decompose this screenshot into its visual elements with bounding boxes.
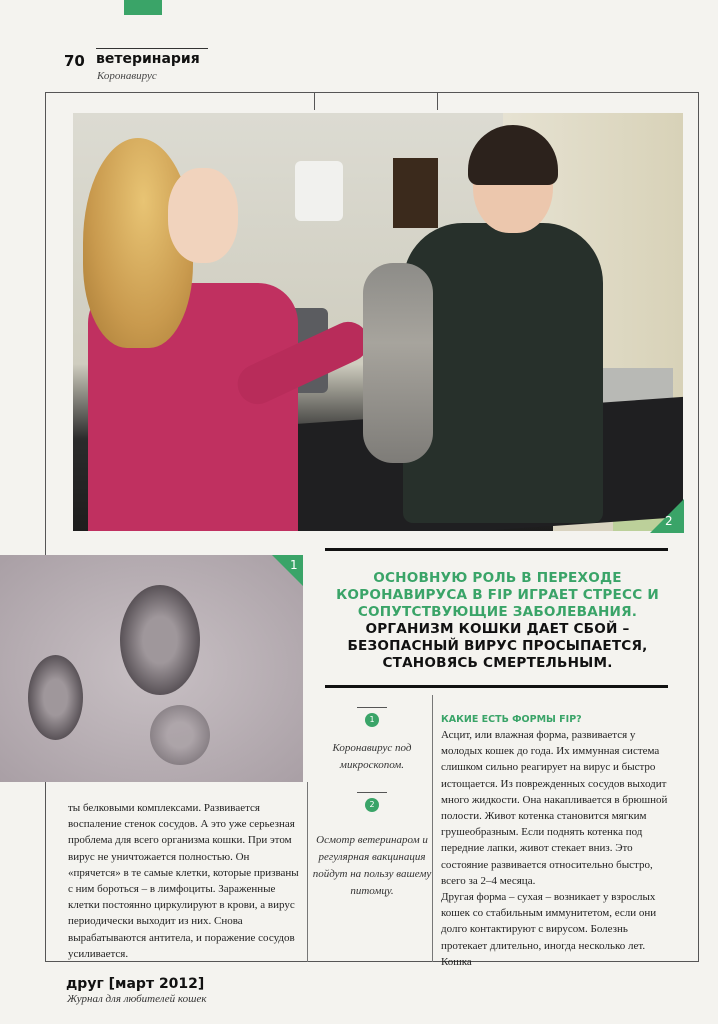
photo-badge-1-number: 1 bbox=[290, 558, 298, 572]
pull-quote bbox=[330, 570, 665, 672]
right-paragraph-2: Другая форма – сухая – возникает у взрослых кошек со стабильным иммунитетом, если они долго контактируют с вирусом. Болезнь протекает длительно, иногда несколько лет. Кошка bbox=[441, 891, 657, 968]
quote-rule-bottom bbox=[325, 685, 668, 688]
section-title: ветеринария bbox=[96, 51, 200, 67]
column-divider bbox=[307, 782, 308, 962]
frame-divider bbox=[314, 92, 315, 110]
pull-quote-dark: ОРГАНИЗМ КОШКИ ДАЕТ СБОЙ – БЕЗОПАСНЫЙ ВИРУС ПРОСЫПАЕТСЯ, СТАНОВЯСЬ СМЕРТЕЛЬНЫМ. bbox=[347, 621, 648, 671]
virus-particle bbox=[150, 705, 210, 765]
subsection-title: Коронавирус bbox=[97, 70, 157, 82]
virus-particle bbox=[120, 585, 200, 695]
caption-rule bbox=[357, 707, 387, 708]
magazine-subtitle: Журнал для любителей кошек bbox=[67, 993, 207, 1005]
column-divider bbox=[432, 695, 433, 962]
section-color-tab bbox=[124, 0, 162, 15]
virus-particle bbox=[28, 655, 83, 740]
photo-cat bbox=[363, 263, 433, 463]
caption-2: Осмотр ветеринаром и регулярная вакцинация пойдут на пользу вашему питомцу. bbox=[312, 834, 432, 897]
caption-number-2: 2 bbox=[365, 798, 379, 812]
caption-rule bbox=[357, 792, 387, 793]
left-paragraph: ты белковыми комплексами. Развивается воспаление стенок сосудов. А это уже серьезная проблема для всего организма кошки. При этом вирус не уничтожается полностью. Он «прячется» в те самые клетки, которые призваны с ним бороться – в лимфоциты. Зараженные клетки постоянно циркулируют в крови, а вирус периодически выходит из них. Снова вырабатываются антитела, и поражение сосудов усиливается. bbox=[68, 802, 299, 960]
right-column-text bbox=[441, 727, 669, 970]
photo-girl-face bbox=[168, 168, 238, 263]
header-rule bbox=[96, 48, 208, 49]
caption-number-1: 1 bbox=[365, 713, 379, 727]
photo-towel-dispenser bbox=[295, 161, 343, 221]
photo-veterinarian bbox=[403, 223, 603, 523]
page-number: 70 bbox=[64, 52, 85, 70]
section-heading: КАКИЕ ЕСТЬ ФОРМЫ FIP? bbox=[441, 714, 582, 725]
left-column-text bbox=[68, 800, 300, 962]
quote-rule-top bbox=[325, 548, 668, 551]
photo-badge-1 bbox=[272, 555, 303, 586]
photo-badge-2-number: 2 bbox=[665, 514, 673, 528]
right-paragraph-1: Асцит, или влажная форма, развивается у молодых кошек до года. Их иммунная система слишком сильно реагирует на вирус и быстро истощается. Из поврежденных сосудов выходит много жидкости. Она накапливается в брюшной полости. Живот котенка становится мягким грушеобразным. Если поднять котенка под передние лапки, живот стекает вниз. Это состояние развивается относительно быстро, всего за 2–4 месяца. bbox=[441, 729, 668, 887]
virus-microscope-photo bbox=[0, 555, 303, 782]
frame-divider bbox=[437, 92, 438, 110]
magazine-title: друг [март 2012] bbox=[66, 976, 205, 992]
photo-shelf bbox=[393, 158, 438, 228]
caption-1: Коронавирус под микроскопом. bbox=[332, 742, 412, 771]
vet-exam-photo bbox=[73, 113, 683, 531]
pull-quote-green: ОСНОВНУЮ РОЛЬ В ПЕРЕХОДЕ КОРОНАВИРУСА В FIP ИГРАЕТ СТРЕСС И СОПУТСТВУЮЩИЕ ЗАБОЛЕВАНИЯ. bbox=[336, 570, 659, 620]
